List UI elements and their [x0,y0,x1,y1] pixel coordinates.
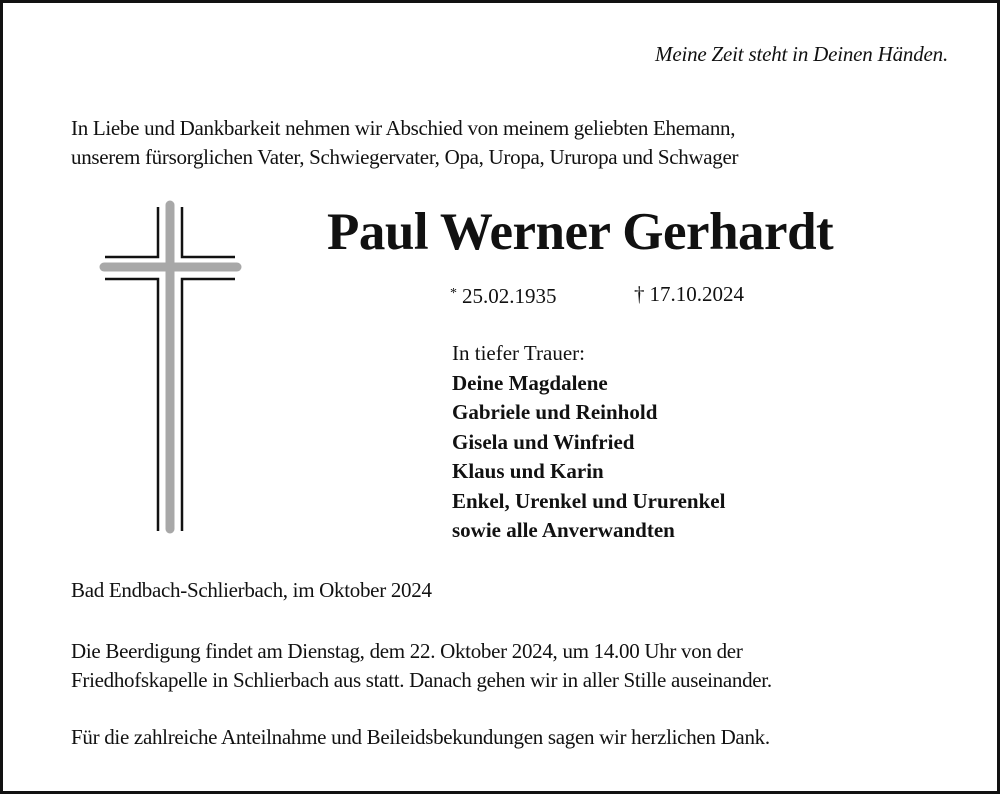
dagger-icon: † [634,282,645,306]
intro-text [71,114,738,172]
mourners-block [452,339,725,546]
funeral-line: Friedhofskapelle in Schlierbach aus statt. Danach gehen wir in aller Stille auseinander. [71,668,772,692]
place-date: Bad Endbach-Schlierbach, im Oktober 2024 [71,578,432,602]
mourning-heading: In tiefer Trauer: [452,341,585,365]
mourner: Enkel, Urenkel und Ururenkel [452,488,726,513]
mourner: Gisela und Winfried [452,429,635,454]
cross-icon [95,195,255,540]
motto: Meine Zeit steht in Deinen Händen. [655,42,948,66]
intro-line: unserem fürsorglichen Vater, Schwiegervater, Opa, Uropa, Ururopa und Schwager [71,145,739,169]
life-dates [450,281,744,309]
mourner: sowie alle Anverwandten [452,518,675,542]
funeral-info [71,637,772,695]
birth-date: * 25.02.1935 [450,284,557,308]
mourner: Klaus und Karin [452,459,604,483]
thanks-text: Für die zahlreiche Anteilnahme und Beileidsbekundungen sagen wir herzlichen Dank. [71,725,770,749]
birth-symbol: * [450,286,457,301]
mourner: Gabriele und Reinhold [452,400,658,424]
intro-line: In Liebe und Dankbarkeit nehmen wir Abschied von meinem geliebten Ehemann, [71,116,736,140]
mourner: Deine Magdalene [452,370,608,395]
deceased-name: Paul Werner Gerhardt [327,203,834,261]
funeral-line: Die Beerdigung findet am Dienstag, dem 22. Oktober 2024, um 14.00 Uhr von der [71,639,743,663]
death-date: † 17.10.2024 [634,282,744,306]
